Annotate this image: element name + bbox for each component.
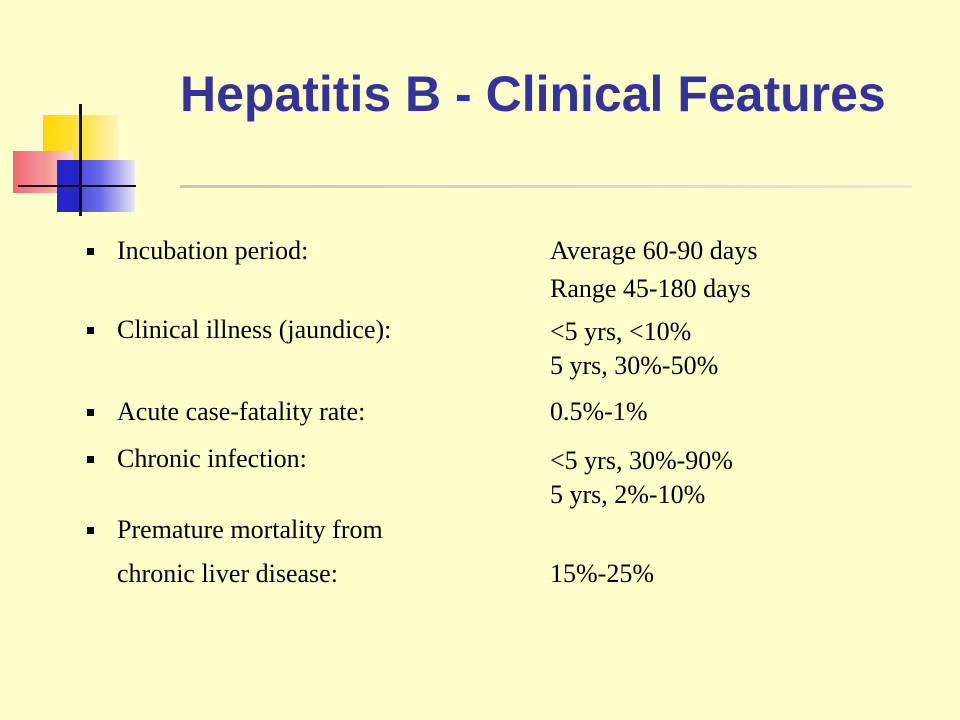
feature-label: Acute case-fatality rate: — [117, 397, 366, 426]
feature-label-continued: chronic liver disease: — [117, 559, 338, 588]
bullet-icon — [87, 456, 94, 463]
feature-value: 0.5%-1% — [550, 397, 648, 426]
feature-label: Chronic infection: — [117, 444, 307, 473]
vertical-line-decoration — [79, 104, 82, 216]
feature-value: <5 yrs, <10% — [550, 317, 692, 346]
feature-label: Premature mortality from — [117, 515, 383, 544]
feature-label: Clinical illness (jaundice): — [117, 315, 392, 344]
feature-value: Range 45-180 days — [550, 274, 751, 303]
bullet-icon — [87, 527, 94, 534]
feature-value: Average 60-90 days — [550, 236, 758, 265]
feature-value: 5 yrs, 30%-50% — [550, 351, 719, 380]
feature-value: 15%-25% — [550, 559, 654, 588]
feature-value: <5 yrs, 30%-90% — [550, 446, 733, 475]
bullet-icon — [87, 409, 94, 416]
feature-label: Incubation period: — [117, 236, 309, 265]
bullet-icon — [87, 248, 94, 255]
title-underline-rule — [180, 185, 912, 188]
horizontal-line-decoration — [18, 185, 136, 187]
feature-value: 5 yrs, 2%-10% — [550, 480, 706, 509]
bullet-icon — [87, 327, 94, 334]
slide-title: Hepatitis B - Clinical Features — [180, 66, 886, 122]
